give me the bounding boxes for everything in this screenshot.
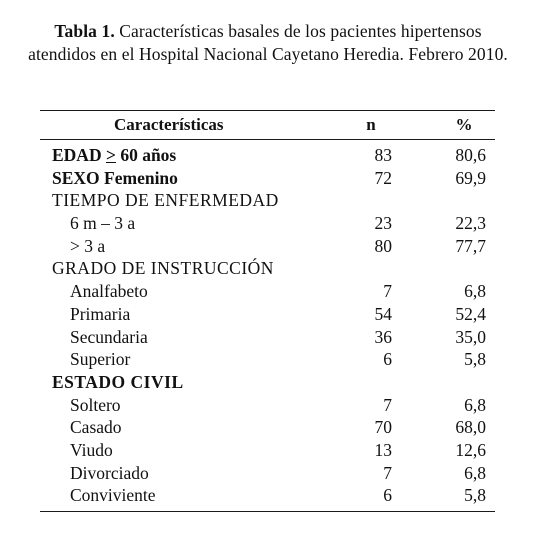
row-label: Conviviente [70,485,156,506]
row-label: Viudo [70,439,113,460]
row-pct: 69,9 [455,167,486,188]
table-row-edad [52,144,492,167]
row-pct: 80,6 [455,145,486,165]
row-pct: 22,3 [455,213,486,234]
table-body [52,144,492,507]
row-label: Superior [70,349,131,370]
section-label: ESTADO CIVIL [52,371,184,392]
row-label-operator: > [105,145,116,165]
row-label: 6 m – 3 a [70,213,136,234]
table-row [52,439,492,462]
row-n: 36 [374,326,392,347]
row-n: 70 [374,417,392,438]
row-n: 80 [374,235,392,256]
table-row [52,416,492,439]
table-row [52,462,492,485]
row-n: 7 [383,462,392,483]
table-row [52,235,492,258]
row-label: Divorciado [70,462,149,483]
row-n: 83 [374,145,392,165]
row-n: 54 [374,303,392,324]
row-label-pre: EDAD [52,145,106,165]
table-row [52,348,492,371]
table-caption [20,20,516,66]
row-pct: 5,8 [464,485,486,506]
row-label: Primaria [70,303,131,324]
row-label: Casado [70,417,122,438]
table-row [52,303,492,326]
row-label-post: 60 años [115,145,177,165]
row-n: 7 [383,281,392,302]
row-n: 6 [383,485,392,506]
table-caption-lead: Tabla 1. [54,21,115,41]
row-pct: 52,4 [455,303,486,324]
row-pct: 35,0 [455,326,486,347]
table-section-estado-civil [52,371,492,394]
row-pct: 68,0 [455,417,486,438]
table-section-grado [52,257,492,280]
table-row [52,394,492,417]
table-bottom-rule [40,511,495,512]
row-label: Soltero [70,394,121,415]
row-label [52,144,176,167]
column-header-percent: % [455,115,473,134]
row-label: SEXO Femenino [52,167,178,188]
row-pct: 5,8 [464,349,486,370]
table-caption-text: Características basales de los pacientes hipertensos atendidos en el Hospital Nacional Cayetano Heredia. Febrero 2010. [28,21,508,64]
row-pct: 6,8 [464,394,486,415]
table-row-sexo [52,167,492,190]
table-header-rule [40,139,495,140]
section-label: TIEMPO DE ENFERMEDAD [52,190,279,211]
table-section-tiempo [52,189,492,212]
row-pct: 12,6 [455,439,486,460]
column-header-characteristics: Características [114,115,224,134]
row-n: 72 [374,167,392,188]
row-label: Secundaria [70,326,148,347]
table-top-rule [40,110,495,111]
table-row [52,280,492,303]
section-label: GRADO DE INSTRUCCIÓN [52,258,274,279]
row-n: 23 [374,213,392,234]
row-label: > 3 a [70,235,106,256]
row-pct: 77,7 [455,235,486,256]
row-n: 6 [383,349,392,370]
row-n: 13 [374,439,392,460]
row-pct: 6,8 [464,281,486,302]
table-row [52,484,492,507]
table-row [52,326,492,349]
row-n: 7 [383,394,392,415]
row-label: Analfabeto [70,281,148,302]
column-header-n: n [366,115,376,134]
table-row [52,212,492,235]
row-pct: 6,8 [464,462,486,483]
